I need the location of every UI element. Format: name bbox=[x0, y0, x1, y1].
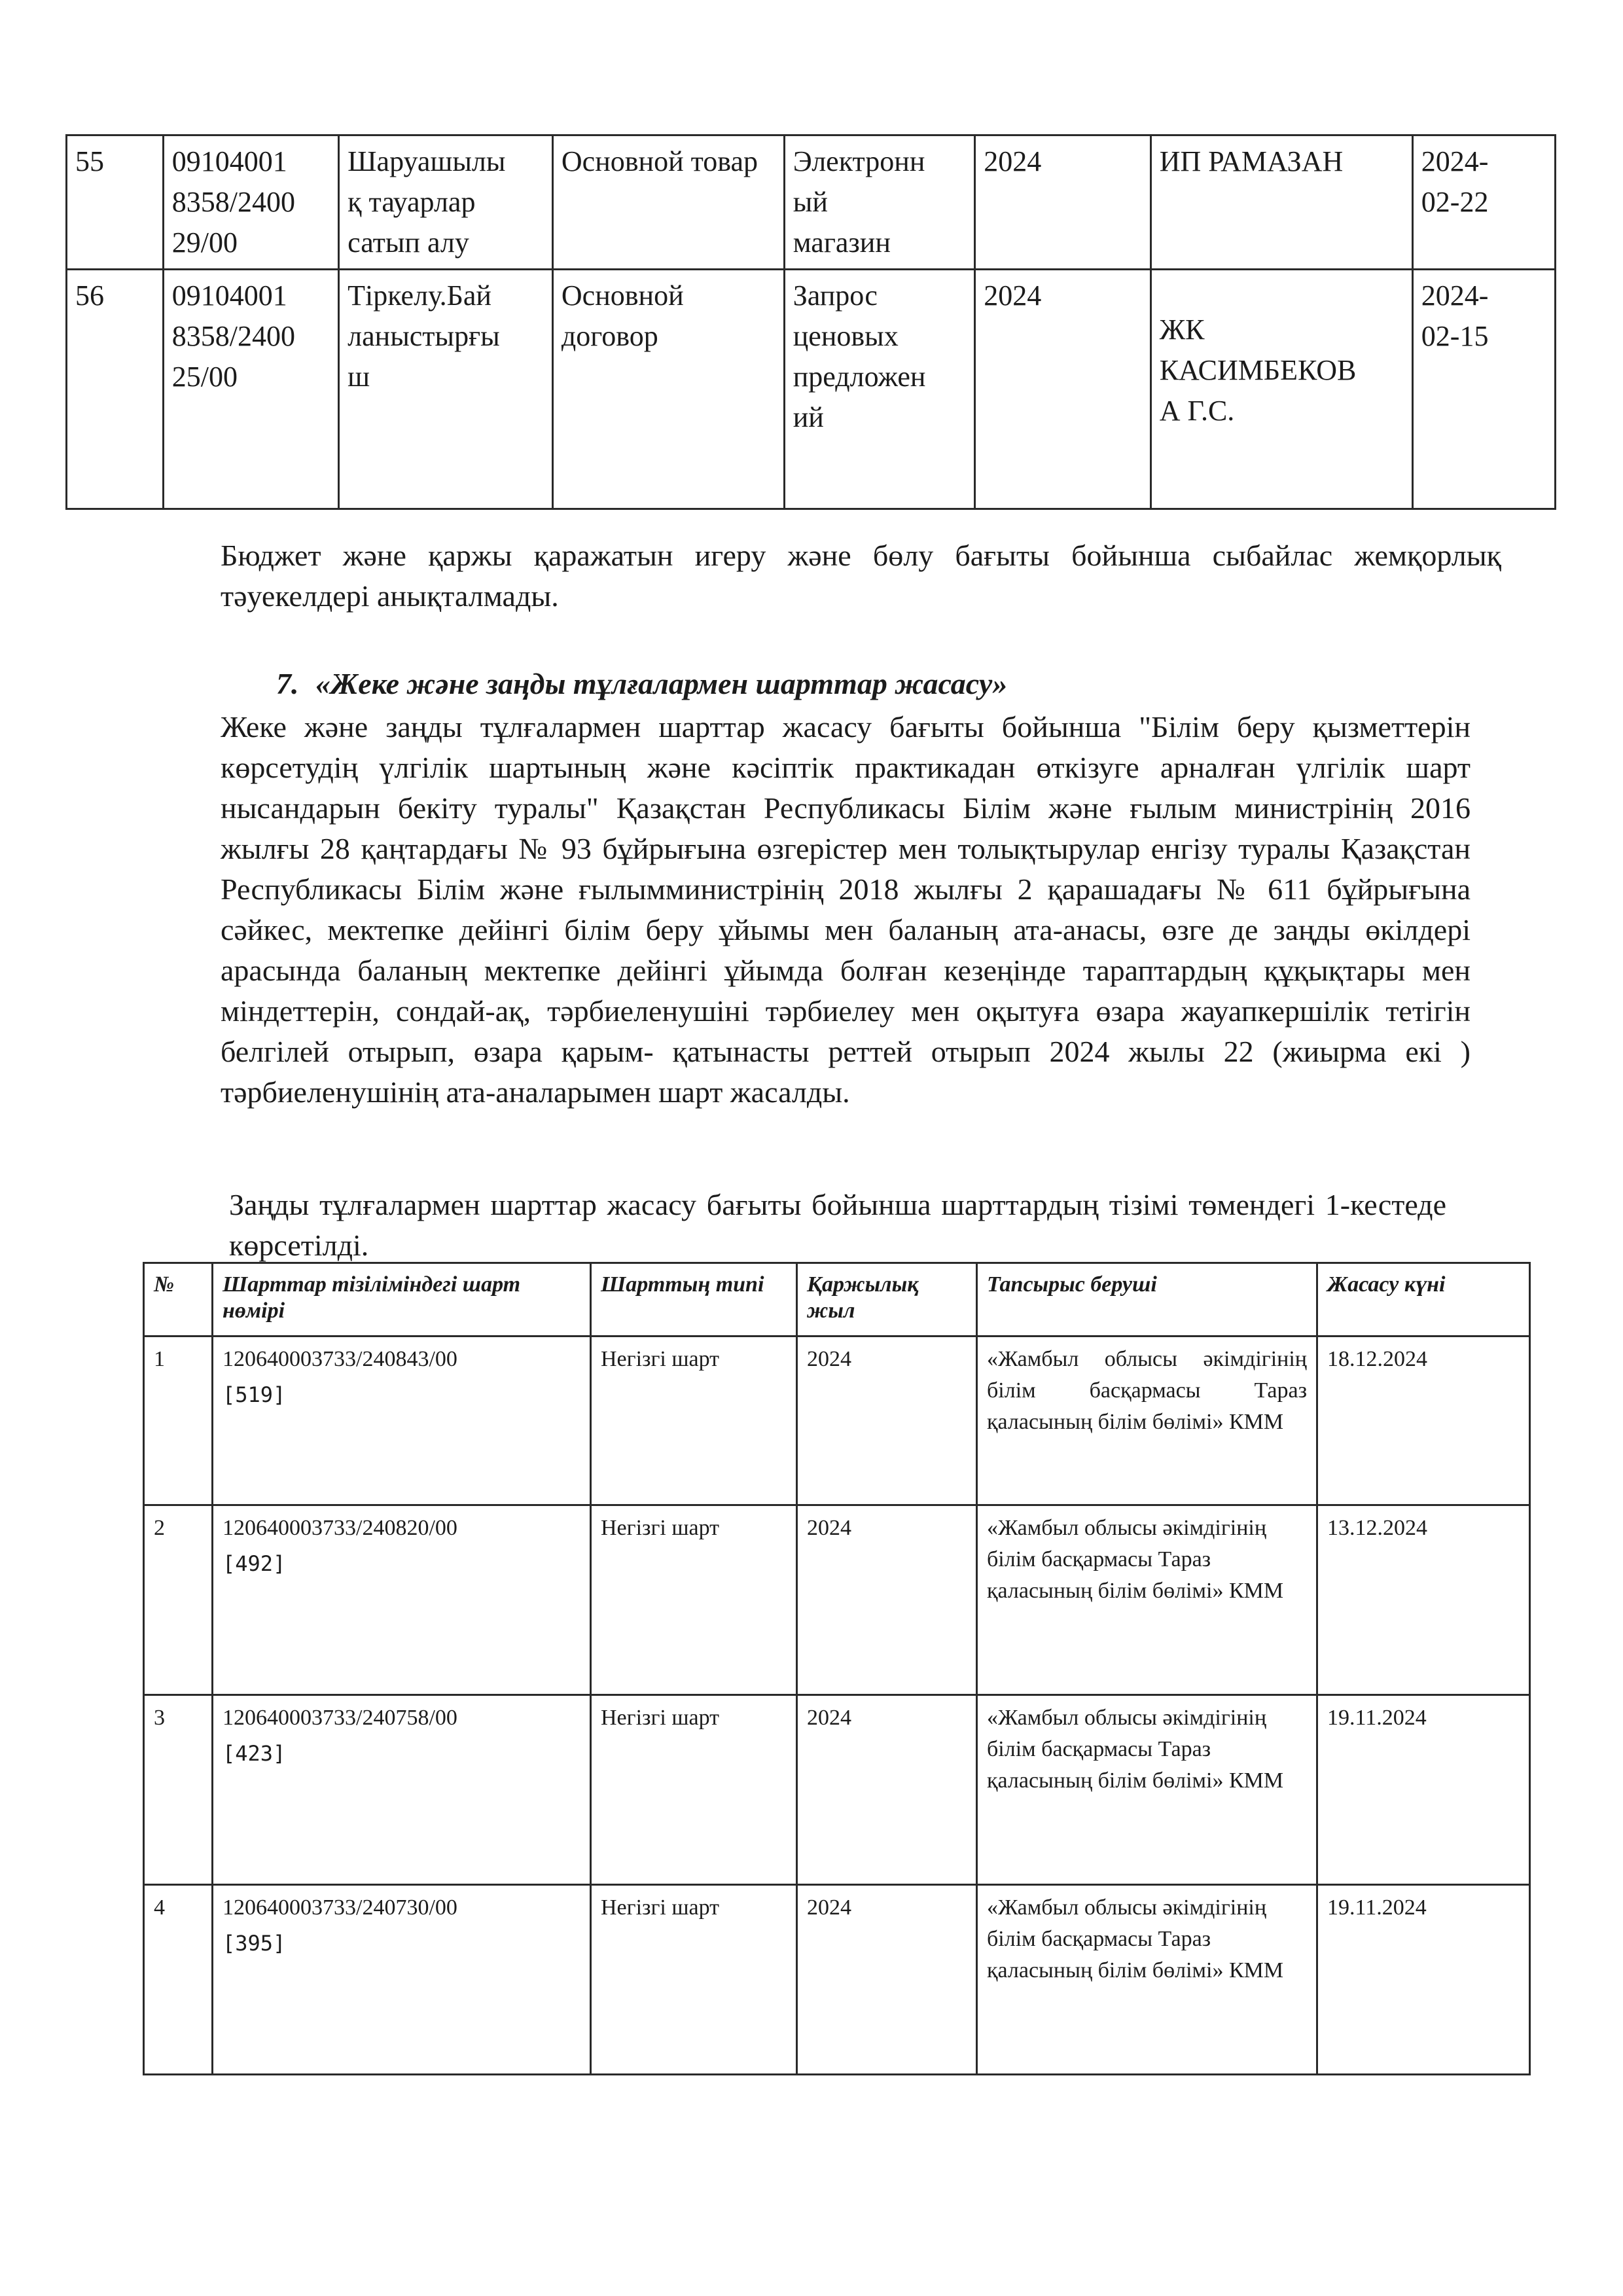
contract-number-text: 120640003733/240758/00 bbox=[223, 1706, 457, 1730]
fiscal-year bbox=[975, 270, 1150, 509]
contracts-table-header bbox=[144, 1263, 1530, 1336]
contract-type-cell bbox=[591, 1505, 797, 1695]
section-7-number: 7. bbox=[276, 667, 299, 700]
row-number-text: 55 bbox=[75, 145, 104, 177]
row-number bbox=[67, 135, 164, 270]
procurement-method-line: ценовых bbox=[793, 320, 899, 352]
header-fiscal-year: Қаржылық жыл bbox=[797, 1263, 977, 1336]
contract-date-line: 2024- bbox=[1421, 145, 1489, 177]
contract-number-text: 120640003733/240820/00 bbox=[223, 1516, 457, 1540]
contract-row bbox=[144, 1885, 1530, 2075]
row-number-text: 3 bbox=[154, 1706, 165, 1730]
budget-paragraph bbox=[221, 535, 1501, 617]
supplier-name bbox=[1150, 270, 1412, 509]
contract-date-line: 2024- bbox=[1421, 279, 1489, 312]
fiscal-year-text: 2024 bbox=[807, 1706, 851, 1730]
contract-type bbox=[552, 270, 784, 509]
contract-type-text: Негізгі шарт bbox=[601, 1516, 720, 1540]
supplier-name-line: ИП РАМАЗАН bbox=[1159, 145, 1344, 177]
supplier-name-line: А Г.С. bbox=[1159, 395, 1235, 427]
customer-text: «Жамбыл облысы әкімдігінің білім басқармасы Тараз қаласының білім бөлімі» КММ bbox=[987, 1895, 1284, 1982]
contract-type-cell bbox=[591, 1885, 797, 2075]
contract-number-text: 120640003733/240843/00 bbox=[223, 1347, 457, 1371]
fiscal-year-cell bbox=[797, 1505, 977, 1695]
procurement-method-line: Электронн bbox=[793, 145, 925, 177]
contract-date bbox=[1412, 135, 1555, 270]
purchase-subject-line: Тіркелу.Бай bbox=[348, 279, 491, 312]
contract-row-number bbox=[144, 1505, 213, 1695]
purchase-subject-line: ш bbox=[348, 361, 370, 393]
customer-text: «Жамбыл облысы әкімдігінің білім басқармасы Тараз қаласының білім бөлімі» КММ bbox=[987, 1706, 1284, 1793]
section-7-heading bbox=[276, 666, 1389, 701]
header-contract-number: Шарттар тізіліміндегі шарт нөмірі bbox=[213, 1263, 591, 1336]
procurement-row bbox=[67, 135, 1556, 270]
contract-type-text: Основной товар bbox=[561, 145, 758, 177]
contract-code-text: [492] bbox=[223, 1551, 286, 1576]
contract-type bbox=[552, 135, 784, 270]
procurement-row bbox=[67, 270, 1556, 509]
section-7-body-text: Жеке және заңды тұлғалармен шарттар жасасу бағыты бойынша "Білім беру қызметтерін көрсетудің үлгілік шартының және кәсіптік практикадан өткізуге арналған үлгілік шарт нысандарын бекіту туралы" Қазақстан Республикасы Білім және ғылым министрінің 2016 жылғы 28 қаңтардағы № 93 бұйрығына өзгерістер мен толықтырулар енгізу туралы Қазақстан Республикасы Білім және ғылымминистрінің 2018 жылғы 2 қарашадағы № 611 бұйрығына сәйкес, мектепке дейінгі білім беру ұйымы мен баланың ата-анасы, өзге де заңды өкілдері арасында баланың мектепке дейінгі ұйымда болған кезеңінде тараптардың құқықтары мен міндеттерін, сондай-ақ, тәрбиеленушіні тәрбиелеу мен оқытуға өзара жауапкершілік тетігін белгілей отырып, өзара қарым- қатынасты реттей отырып 2024 жылы 22 (жиырма екі ) тәрбиеленушінің ата-аналарымен шарт жасалды. bbox=[221, 710, 1471, 1109]
customer-cell bbox=[977, 1336, 1317, 1505]
contract-code-line: 8358/2400 bbox=[171, 320, 295, 352]
contract-code-line: 09104001 bbox=[171, 279, 287, 312]
contract-type-text: Основной договор bbox=[561, 279, 684, 352]
purchase-subject-line: сатып алу bbox=[348, 226, 469, 259]
contract-code bbox=[163, 135, 338, 270]
fiscal-year-text: 2024 bbox=[984, 279, 1042, 312]
customer-text: «Жамбыл облысы әкімдігінің білім басқармасы Тараз қаласының білім бөлімі» КММ bbox=[987, 1347, 1307, 1434]
contracts-list-intro bbox=[229, 1185, 1446, 1266]
customer-cell bbox=[977, 1695, 1317, 1885]
contract-date-line: 02-22 bbox=[1421, 186, 1489, 218]
contract-number-text: 120640003733/240730/00 bbox=[223, 1895, 457, 1920]
fiscal-year-text: 2024 bbox=[984, 145, 1042, 177]
contract-code-line: 29/00 bbox=[171, 226, 238, 259]
contract-date-text: 13.12.2024 bbox=[1327, 1516, 1427, 1540]
header-customer: Тапсырыс беруші bbox=[977, 1263, 1317, 1336]
procurement-method-line: Запрос bbox=[793, 279, 878, 312]
contract-register-number bbox=[213, 1695, 591, 1885]
contract-type-text: Негізгі шарт bbox=[601, 1347, 720, 1371]
contract-register-number bbox=[213, 1336, 591, 1505]
contract-row bbox=[144, 1695, 1530, 1885]
fiscal-year-text: 2024 bbox=[807, 1347, 851, 1371]
contract-type-cell bbox=[591, 1336, 797, 1505]
contract-date bbox=[1412, 270, 1555, 509]
purchase-subject-line: қ тауарлар bbox=[348, 186, 476, 218]
row-number-text: 4 bbox=[154, 1895, 165, 1920]
contract-date-cell bbox=[1317, 1885, 1530, 2075]
contract-date-cell bbox=[1317, 1505, 1530, 1695]
contract-code-text: [519] bbox=[223, 1382, 286, 1407]
contract-date-text: 19.11.2024 bbox=[1327, 1895, 1427, 1920]
contract-type-text: Негізгі шарт bbox=[601, 1706, 720, 1730]
procurement-method-line: магазин bbox=[793, 226, 891, 259]
contract-register-number bbox=[213, 1505, 591, 1695]
purchase-subject-line: Шаруашылы bbox=[348, 145, 506, 177]
fiscal-year-cell bbox=[797, 1695, 977, 1885]
row-number-text: 2 bbox=[154, 1516, 165, 1540]
contract-row bbox=[144, 1505, 1530, 1695]
customer-cell bbox=[977, 1885, 1317, 2075]
contract-row-number bbox=[144, 1885, 213, 2075]
contract-code-line: 25/00 bbox=[171, 361, 238, 393]
section-7-title: «Жеке және заңды тұлғалармен шарттар жасасу» bbox=[315, 667, 1008, 700]
contract-date-text: 19.11.2024 bbox=[1327, 1706, 1427, 1730]
contract-date-line: 02-15 bbox=[1421, 320, 1489, 352]
contracts-table bbox=[143, 1262, 1531, 2075]
customer-text: «Жамбыл облысы әкімдігінің білім басқармасы Тараз қаласының білім бөлімі» КММ bbox=[987, 1516, 1284, 1603]
contract-code-text: [395] bbox=[223, 1931, 286, 1956]
budget-paragraph-text: Бюджет және қаржы қаражатын игеру және бөлу бағыты бойынша сыбайлас жемқорлық тәуекелдері анықталмады. bbox=[221, 539, 1501, 613]
contract-date-cell bbox=[1317, 1336, 1530, 1505]
row-number bbox=[67, 270, 164, 509]
contract-type-text: Негізгі шарт bbox=[601, 1895, 720, 1920]
procurement-method-line: ий bbox=[793, 401, 824, 433]
fiscal-year-text: 2024 bbox=[807, 1516, 851, 1540]
contract-code-line: 09104001 bbox=[171, 145, 287, 177]
header-contract-type: Шарттың типі bbox=[591, 1263, 797, 1336]
procurement-method-line: ый bbox=[793, 186, 828, 218]
contracts-list-intro-text: Заңды тұлғалармен шарттар жасасу бағыты бойынша шарттардың тізімі төмендегі 1-кестеде көрсетілді. bbox=[229, 1188, 1446, 1262]
contract-row-number bbox=[144, 1336, 213, 1505]
procurement-method bbox=[784, 270, 975, 509]
procurement-method-line: предложен bbox=[793, 361, 926, 393]
row-number-text: 56 bbox=[75, 279, 104, 312]
contract-type-cell bbox=[591, 1695, 797, 1885]
purchase-subject bbox=[339, 135, 553, 270]
contract-code-text: [423] bbox=[223, 1741, 286, 1766]
customer-cell bbox=[977, 1505, 1317, 1695]
supplier-name-line: ЖК bbox=[1159, 314, 1205, 346]
contract-row bbox=[144, 1336, 1530, 1505]
contract-register-number bbox=[213, 1885, 591, 2075]
row-number-text: 1 bbox=[154, 1347, 165, 1371]
section-7-body bbox=[221, 707, 1471, 1113]
header-date: Жасасу күні bbox=[1317, 1263, 1530, 1336]
header-num: № bbox=[144, 1263, 213, 1336]
procurement-table bbox=[65, 134, 1556, 510]
contract-date-text: 18.12.2024 bbox=[1327, 1347, 1427, 1371]
fiscal-year bbox=[975, 135, 1150, 270]
contract-date-cell bbox=[1317, 1695, 1530, 1885]
supplier-name-line: КАСИМБЕКОВ bbox=[1159, 354, 1357, 386]
procurement-method bbox=[784, 135, 975, 270]
contract-row-number bbox=[144, 1695, 213, 1885]
fiscal-year-cell bbox=[797, 1885, 977, 2075]
purchase-subject-line: ланыстырғы bbox=[348, 320, 500, 352]
fiscal-year-cell bbox=[797, 1336, 977, 1505]
contract-code bbox=[163, 270, 338, 509]
contract-code-line: 8358/2400 bbox=[171, 186, 295, 218]
fiscal-year-text: 2024 bbox=[807, 1895, 851, 1920]
purchase-subject bbox=[339, 270, 553, 509]
supplier-name bbox=[1150, 135, 1412, 270]
